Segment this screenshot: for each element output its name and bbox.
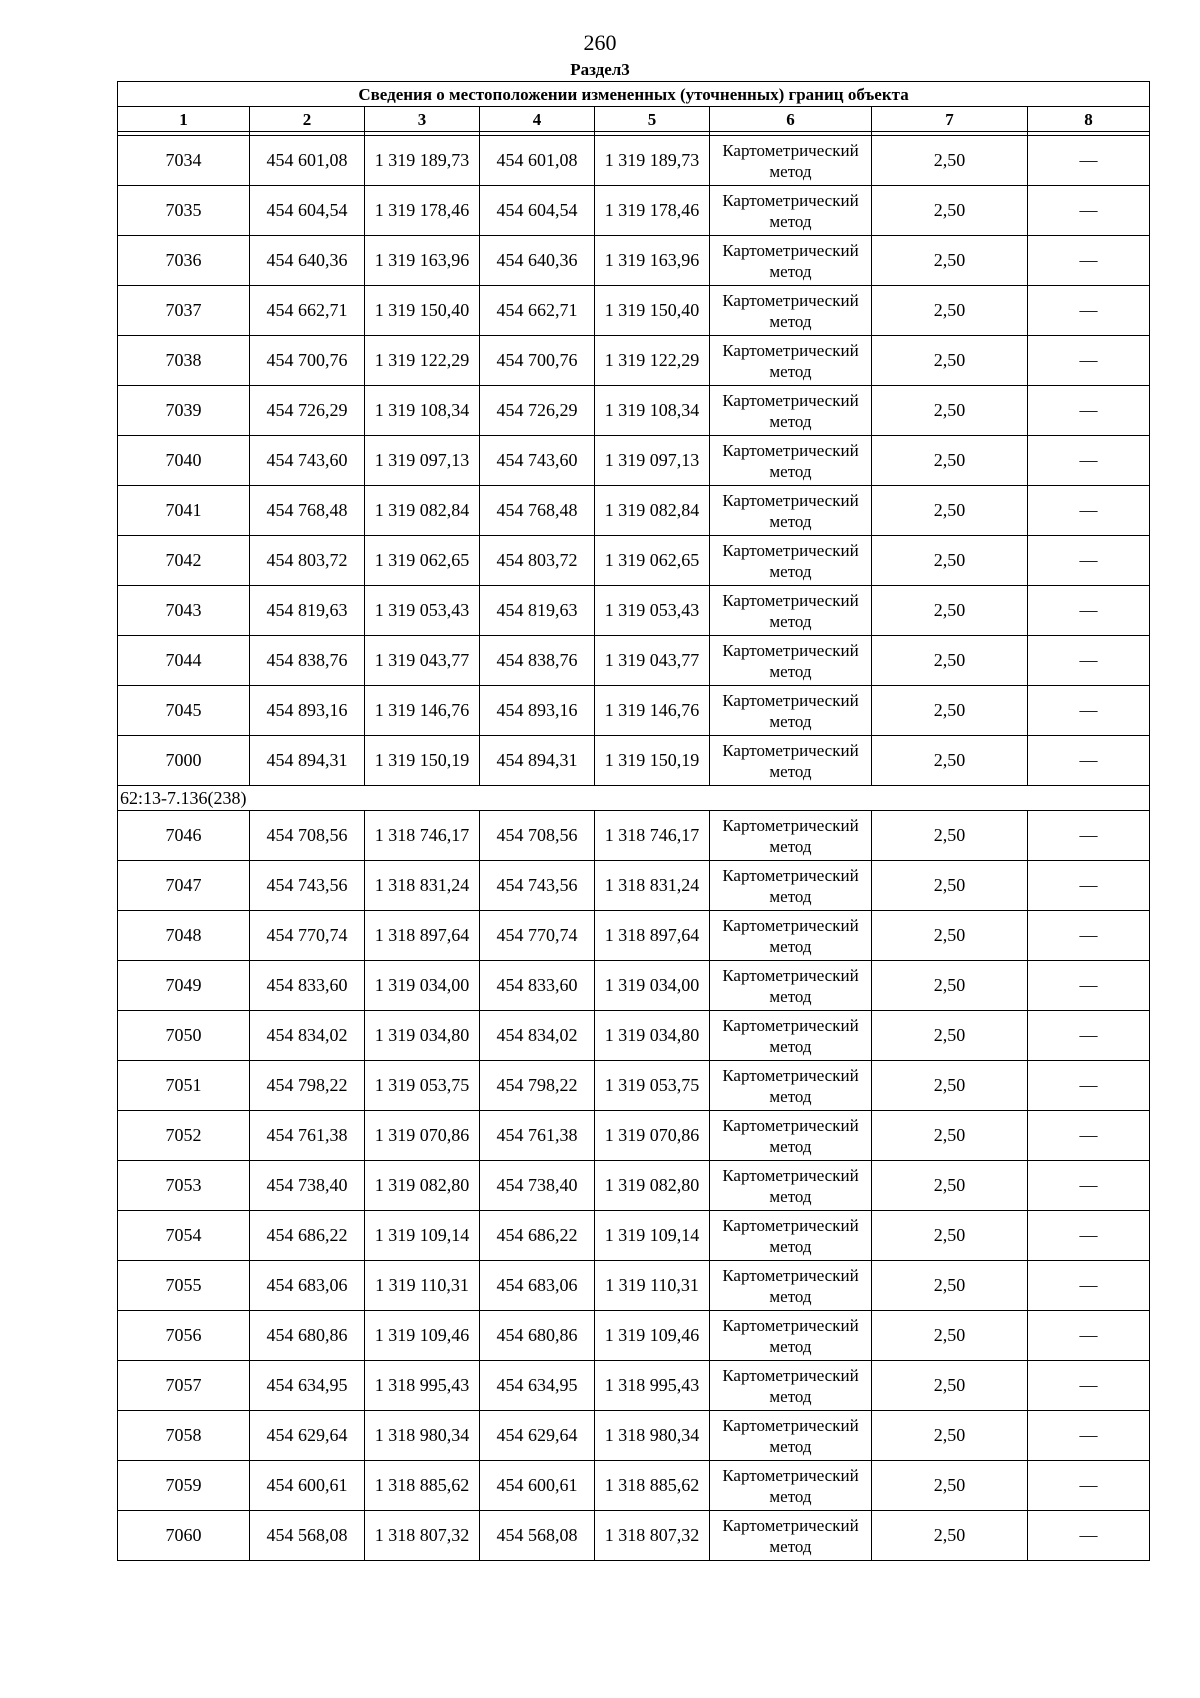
x-new-cell: 454 743,56 xyxy=(480,861,595,911)
x-old-cell: 454 768,48 xyxy=(250,486,365,536)
y-old-cell: 1 318 897,64 xyxy=(365,911,480,961)
table-row xyxy=(118,1361,1150,1411)
y-old-cell: 1 319 122,29 xyxy=(365,336,480,386)
column-header: 3 xyxy=(365,107,480,132)
y-new-cell: 1 319 108,34 xyxy=(595,386,710,436)
table-row xyxy=(118,736,1150,786)
table-row xyxy=(118,1511,1150,1561)
description-cell: — xyxy=(1028,436,1150,486)
column-header: 6 xyxy=(710,107,872,132)
y-old-cell: 1 319 070,86 xyxy=(365,1111,480,1161)
table-row xyxy=(118,961,1150,1011)
column-header: 1 xyxy=(118,107,250,132)
point-number-cell: 7039 xyxy=(118,386,250,436)
column-header: 8 xyxy=(1028,107,1150,132)
description-cell: — xyxy=(1028,1511,1150,1561)
x-old-cell: 454 600,61 xyxy=(250,1461,365,1511)
x-new-cell: 454 768,48 xyxy=(480,486,595,536)
description-cell: — xyxy=(1028,186,1150,236)
point-number-cell: 7050 xyxy=(118,1011,250,1061)
method-cell: Картометрический метод xyxy=(710,186,872,236)
accuracy-cell: 2,50 xyxy=(872,911,1028,961)
method-cell: Картометрический метод xyxy=(710,961,872,1011)
description-cell: — xyxy=(1028,686,1150,736)
x-old-cell: 454 834,02 xyxy=(250,1011,365,1061)
table-row xyxy=(118,1461,1150,1511)
x-old-cell: 454 819,63 xyxy=(250,586,365,636)
table-row xyxy=(118,136,1150,186)
method-cell: Картометрический метод xyxy=(710,236,872,286)
y-old-cell: 1 319 053,43 xyxy=(365,586,480,636)
y-old-cell: 1 318 807,32 xyxy=(365,1511,480,1561)
x-new-cell: 454 604,54 xyxy=(480,186,595,236)
description-cell: — xyxy=(1028,811,1150,861)
accuracy-cell: 2,50 xyxy=(872,1111,1028,1161)
column-header: 7 xyxy=(872,107,1028,132)
y-old-cell: 1 319 163,96 xyxy=(365,236,480,286)
column-header: 2 xyxy=(250,107,365,132)
method-cell: Картометрический метод xyxy=(710,636,872,686)
method-cell: Картометрический метод xyxy=(710,486,872,536)
point-number-cell: 7035 xyxy=(118,186,250,236)
table-row xyxy=(118,286,1150,336)
point-number-cell: 7060 xyxy=(118,1511,250,1561)
y-new-cell: 1 318 995,43 xyxy=(595,1361,710,1411)
column-header: 5 xyxy=(595,107,710,132)
y-new-cell: 1 319 189,73 xyxy=(595,136,710,186)
y-new-cell: 1 319 043,77 xyxy=(595,636,710,686)
y-old-cell: 1 319 108,34 xyxy=(365,386,480,436)
table-row xyxy=(118,236,1150,286)
point-number-cell: 7056 xyxy=(118,1311,250,1361)
y-new-cell: 1 319 110,31 xyxy=(595,1261,710,1311)
description-cell: — xyxy=(1028,636,1150,686)
y-old-cell: 1 318 746,17 xyxy=(365,811,480,861)
method-cell: Картометрический метод xyxy=(710,386,872,436)
x-new-cell: 454 834,02 xyxy=(480,1011,595,1061)
y-new-cell: 1 318 897,64 xyxy=(595,911,710,961)
y-new-cell: 1 319 034,80 xyxy=(595,1011,710,1061)
description-cell: — xyxy=(1028,861,1150,911)
y-new-cell: 1 319 150,19 xyxy=(595,736,710,786)
description-cell: — xyxy=(1028,286,1150,336)
point-number-cell: 7058 xyxy=(118,1411,250,1461)
table-row xyxy=(118,861,1150,911)
x-new-cell: 454 838,76 xyxy=(480,636,595,686)
y-new-cell: 1 319 178,46 xyxy=(595,186,710,236)
method-cell: Картометрический метод xyxy=(710,336,872,386)
description-cell: — xyxy=(1028,1161,1150,1211)
table-row xyxy=(118,686,1150,736)
y-old-cell: 1 319 109,46 xyxy=(365,1311,480,1361)
point-number-cell: 7042 xyxy=(118,536,250,586)
point-number-cell: 7059 xyxy=(118,1461,250,1511)
point-number-cell: 7043 xyxy=(118,586,250,636)
accuracy-cell: 2,50 xyxy=(872,586,1028,636)
y-old-cell: 1 319 082,84 xyxy=(365,486,480,536)
accuracy-cell: 2,50 xyxy=(872,486,1028,536)
table-row xyxy=(118,586,1150,636)
x-old-cell: 454 838,76 xyxy=(250,636,365,686)
table-row xyxy=(118,1211,1150,1261)
accuracy-cell: 2,50 xyxy=(872,1411,1028,1461)
y-old-cell: 1 318 831,24 xyxy=(365,861,480,911)
point-number-cell: 7037 xyxy=(118,286,250,336)
accuracy-cell: 2,50 xyxy=(872,961,1028,1011)
table-row xyxy=(118,1111,1150,1161)
x-new-cell: 454 770,74 xyxy=(480,911,595,961)
y-old-cell: 1 319 034,00 xyxy=(365,961,480,1011)
accuracy-cell: 2,50 xyxy=(872,386,1028,436)
method-cell: Картометрический метод xyxy=(710,811,872,861)
description-cell: — xyxy=(1028,1261,1150,1311)
x-new-cell: 454 819,63 xyxy=(480,586,595,636)
point-number-cell: 7045 xyxy=(118,686,250,736)
description-cell: — xyxy=(1028,386,1150,436)
method-cell: Картометрический метод xyxy=(710,911,872,961)
x-old-cell: 454 726,29 xyxy=(250,386,365,436)
x-new-cell: 454 568,08 xyxy=(480,1511,595,1561)
x-new-cell: 454 708,56 xyxy=(480,811,595,861)
y-new-cell: 1 319 122,29 xyxy=(595,336,710,386)
point-number-cell: 7034 xyxy=(118,136,250,186)
description-cell: — xyxy=(1028,1011,1150,1061)
y-old-cell: 1 319 034,80 xyxy=(365,1011,480,1061)
table-row xyxy=(118,436,1150,486)
x-new-cell: 454 601,08 xyxy=(480,136,595,186)
y-old-cell: 1 319 043,77 xyxy=(365,636,480,686)
y-new-cell: 1 319 082,80 xyxy=(595,1161,710,1211)
accuracy-cell: 2,50 xyxy=(872,686,1028,736)
method-cell: Картометрический метод xyxy=(710,1261,872,1311)
description-cell: — xyxy=(1028,536,1150,586)
accuracy-cell: 2,50 xyxy=(872,1311,1028,1361)
x-old-cell: 454 894,31 xyxy=(250,736,365,786)
x-new-cell: 454 686,22 xyxy=(480,1211,595,1261)
x-new-cell: 454 640,36 xyxy=(480,236,595,286)
x-new-cell: 454 798,22 xyxy=(480,1061,595,1111)
description-cell: — xyxy=(1028,236,1150,286)
accuracy-cell: 2,50 xyxy=(872,1361,1028,1411)
x-old-cell: 454 708,56 xyxy=(250,811,365,861)
y-new-cell: 1 319 053,75 xyxy=(595,1061,710,1111)
method-cell: Картометрический метод xyxy=(710,286,872,336)
description-cell: — xyxy=(1028,961,1150,1011)
point-number-cell: 7052 xyxy=(118,1111,250,1161)
description-cell: — xyxy=(1028,911,1150,961)
accuracy-cell: 2,50 xyxy=(872,861,1028,911)
method-cell: Картометрический метод xyxy=(710,1461,872,1511)
y-old-cell: 1 319 110,31 xyxy=(365,1261,480,1311)
y-new-cell: 1 319 062,65 xyxy=(595,536,710,586)
description-cell: — xyxy=(1028,1311,1150,1361)
accuracy-cell: 2,50 xyxy=(872,286,1028,336)
y-old-cell: 1 319 150,19 xyxy=(365,736,480,786)
accuracy-cell: 2,50 xyxy=(872,1061,1028,1111)
method-cell: Картометрический метод xyxy=(710,1511,872,1561)
x-old-cell: 454 738,40 xyxy=(250,1161,365,1211)
y-new-cell: 1 318 807,32 xyxy=(595,1511,710,1561)
y-new-cell: 1 319 109,46 xyxy=(595,1311,710,1361)
table-row xyxy=(118,1261,1150,1311)
x-old-cell: 454 743,56 xyxy=(250,861,365,911)
method-cell: Картометрический метод xyxy=(710,736,872,786)
table-row xyxy=(118,336,1150,386)
y-new-cell: 1 319 053,43 xyxy=(595,586,710,636)
y-old-cell: 1 319 109,14 xyxy=(365,1211,480,1261)
x-old-cell: 454 761,38 xyxy=(250,1111,365,1161)
table-row xyxy=(118,1161,1150,1211)
table-row xyxy=(118,636,1150,686)
y-old-cell: 1 319 082,80 xyxy=(365,1161,480,1211)
x-old-cell: 454 568,08 xyxy=(250,1511,365,1561)
x-old-cell: 454 743,60 xyxy=(250,436,365,486)
x-old-cell: 454 770,74 xyxy=(250,911,365,961)
y-new-cell: 1 319 082,84 xyxy=(595,486,710,536)
accuracy-cell: 2,50 xyxy=(872,336,1028,386)
y-old-cell: 1 319 097,13 xyxy=(365,436,480,486)
x-old-cell: 454 683,06 xyxy=(250,1261,365,1311)
x-old-cell: 454 803,72 xyxy=(250,536,365,586)
method-cell: Картометрический метод xyxy=(710,586,872,636)
table-body xyxy=(118,82,1150,1561)
x-old-cell: 454 680,86 xyxy=(250,1311,365,1361)
group-label: 62:13-7.136(238) xyxy=(118,786,1150,811)
description-cell: — xyxy=(1028,336,1150,386)
point-number-cell: 7055 xyxy=(118,1261,250,1311)
point-number-cell: 7049 xyxy=(118,961,250,1011)
point-number-cell: 7000 xyxy=(118,736,250,786)
description-cell: — xyxy=(1028,1411,1150,1461)
method-cell: Картометрический метод xyxy=(710,536,872,586)
column-header: 4 xyxy=(480,107,595,132)
method-cell: Картометрический метод xyxy=(710,1011,872,1061)
method-cell: Картометрический метод xyxy=(710,1361,872,1411)
table-row xyxy=(118,911,1150,961)
coordinates-table xyxy=(117,81,1150,1561)
method-cell: Картометрический метод xyxy=(710,136,872,186)
x-old-cell: 454 662,71 xyxy=(250,286,365,336)
description-cell: — xyxy=(1028,1361,1150,1411)
x-new-cell: 454 680,86 xyxy=(480,1311,595,1361)
y-new-cell: 1 319 109,14 xyxy=(595,1211,710,1261)
page-number: 260 xyxy=(583,30,617,55)
x-new-cell: 454 629,64 xyxy=(480,1411,595,1461)
x-new-cell: 454 803,72 xyxy=(480,536,595,586)
x-old-cell: 454 893,16 xyxy=(250,686,365,736)
y-old-cell: 1 319 189,73 xyxy=(365,136,480,186)
x-old-cell: 454 833,60 xyxy=(250,961,365,1011)
accuracy-cell: 2,50 xyxy=(872,1011,1028,1061)
x-new-cell: 454 662,71 xyxy=(480,286,595,336)
table-caption-row xyxy=(118,82,1150,107)
y-old-cell: 1 318 980,34 xyxy=(365,1411,480,1461)
y-old-cell: 1 319 053,75 xyxy=(365,1061,480,1111)
description-cell: — xyxy=(1028,586,1150,636)
accuracy-cell: 2,50 xyxy=(872,236,1028,286)
y-new-cell: 1 319 163,96 xyxy=(595,236,710,286)
method-cell: Картометрический метод xyxy=(710,1111,872,1161)
method-cell: Картометрический метод xyxy=(710,1411,872,1461)
y-old-cell: 1 318 995,43 xyxy=(365,1361,480,1411)
x-old-cell: 454 629,64 xyxy=(250,1411,365,1461)
point-number-cell: 7041 xyxy=(118,486,250,536)
accuracy-cell: 2,50 xyxy=(872,636,1028,686)
accuracy-cell: 2,50 xyxy=(872,736,1028,786)
accuracy-cell: 2,50 xyxy=(872,1261,1028,1311)
x-old-cell: 454 640,36 xyxy=(250,236,365,286)
description-cell: — xyxy=(1028,136,1150,186)
y-new-cell: 1 319 070,86 xyxy=(595,1111,710,1161)
table-row xyxy=(118,1061,1150,1111)
y-old-cell: 1 319 062,65 xyxy=(365,536,480,586)
x-new-cell: 454 893,16 xyxy=(480,686,595,736)
x-new-cell: 454 743,60 xyxy=(480,436,595,486)
point-number-cell: 7038 xyxy=(118,336,250,386)
table-row xyxy=(118,811,1150,861)
y-new-cell: 1 318 746,17 xyxy=(595,811,710,861)
description-cell: — xyxy=(1028,1211,1150,1261)
accuracy-cell: 2,50 xyxy=(872,811,1028,861)
method-cell: Картометрический метод xyxy=(710,1211,872,1261)
x-old-cell: 454 798,22 xyxy=(250,1061,365,1111)
point-number-cell: 7036 xyxy=(118,236,250,286)
y-old-cell: 1 319 150,40 xyxy=(365,286,480,336)
x-new-cell: 454 738,40 xyxy=(480,1161,595,1211)
point-number-cell: 7047 xyxy=(118,861,250,911)
accuracy-cell: 2,50 xyxy=(872,1211,1028,1261)
method-cell: Картометрический метод xyxy=(710,861,872,911)
y-old-cell: 1 319 146,76 xyxy=(365,686,480,736)
point-number-cell: 7057 xyxy=(118,1361,250,1411)
x-new-cell: 454 683,06 xyxy=(480,1261,595,1311)
description-cell: — xyxy=(1028,736,1150,786)
accuracy-cell: 2,50 xyxy=(872,436,1028,486)
accuracy-cell: 2,50 xyxy=(872,136,1028,186)
point-number-cell: 7046 xyxy=(118,811,250,861)
x-old-cell: 454 604,54 xyxy=(250,186,365,236)
x-new-cell: 454 726,29 xyxy=(480,386,595,436)
y-new-cell: 1 318 831,24 xyxy=(595,861,710,911)
method-cell: Картометрический метод xyxy=(710,686,872,736)
description-cell: — xyxy=(1028,1111,1150,1161)
table-row xyxy=(118,1311,1150,1361)
point-number-cell: 7048 xyxy=(118,911,250,961)
accuracy-cell: 2,50 xyxy=(872,186,1028,236)
x-new-cell: 454 894,31 xyxy=(480,736,595,786)
method-cell: Картометрический метод xyxy=(710,1161,872,1211)
point-number-cell: 7051 xyxy=(118,1061,250,1111)
y-new-cell: 1 319 034,00 xyxy=(595,961,710,1011)
method-cell: Картометрический метод xyxy=(710,1061,872,1111)
y-old-cell: 1 319 178,46 xyxy=(365,186,480,236)
table-row xyxy=(118,1011,1150,1061)
point-number-cell: 7040 xyxy=(118,436,250,486)
method-cell: Картометрический метод xyxy=(710,436,872,486)
x-old-cell: 454 686,22 xyxy=(250,1211,365,1261)
y-new-cell: 1 319 146,76 xyxy=(595,686,710,736)
accuracy-cell: 2,50 xyxy=(872,1461,1028,1511)
accuracy-cell: 2,50 xyxy=(872,1161,1028,1211)
table-row xyxy=(118,486,1150,536)
table-row xyxy=(118,1411,1150,1461)
table-row xyxy=(118,186,1150,236)
description-cell: — xyxy=(1028,486,1150,536)
point-number-cell: 7054 xyxy=(118,1211,250,1261)
x-new-cell: 454 700,76 xyxy=(480,336,595,386)
y-new-cell: 1 318 980,34 xyxy=(595,1411,710,1461)
point-number-cell: 7044 xyxy=(118,636,250,686)
table-row xyxy=(118,536,1150,586)
x-new-cell: 454 761,38 xyxy=(480,1111,595,1161)
section-title: Раздел3 xyxy=(570,60,630,79)
x-new-cell: 454 600,61 xyxy=(480,1461,595,1511)
point-number-cell: 7053 xyxy=(118,1161,250,1211)
table-header-row xyxy=(118,107,1150,132)
accuracy-cell: 2,50 xyxy=(872,536,1028,586)
table-row xyxy=(118,386,1150,436)
table-caption: Сведения о местоположении измененных (уточненных) границ объекта xyxy=(118,82,1150,107)
y-new-cell: 1 318 885,62 xyxy=(595,1461,710,1511)
x-new-cell: 454 833,60 xyxy=(480,961,595,1011)
accuracy-cell: 2,50 xyxy=(872,1511,1028,1561)
method-cell: Картометрический метод xyxy=(710,1311,872,1361)
x-new-cell: 454 634,95 xyxy=(480,1361,595,1411)
description-cell: — xyxy=(1028,1461,1150,1511)
y-new-cell: 1 319 097,13 xyxy=(595,436,710,486)
table-group-row xyxy=(118,786,1150,811)
x-old-cell: 454 601,08 xyxy=(250,136,365,186)
y-new-cell: 1 319 150,40 xyxy=(595,286,710,336)
description-cell: — xyxy=(1028,1061,1150,1111)
x-old-cell: 454 634,95 xyxy=(250,1361,365,1411)
x-old-cell: 454 700,76 xyxy=(250,336,365,386)
y-old-cell: 1 318 885,62 xyxy=(365,1461,480,1511)
